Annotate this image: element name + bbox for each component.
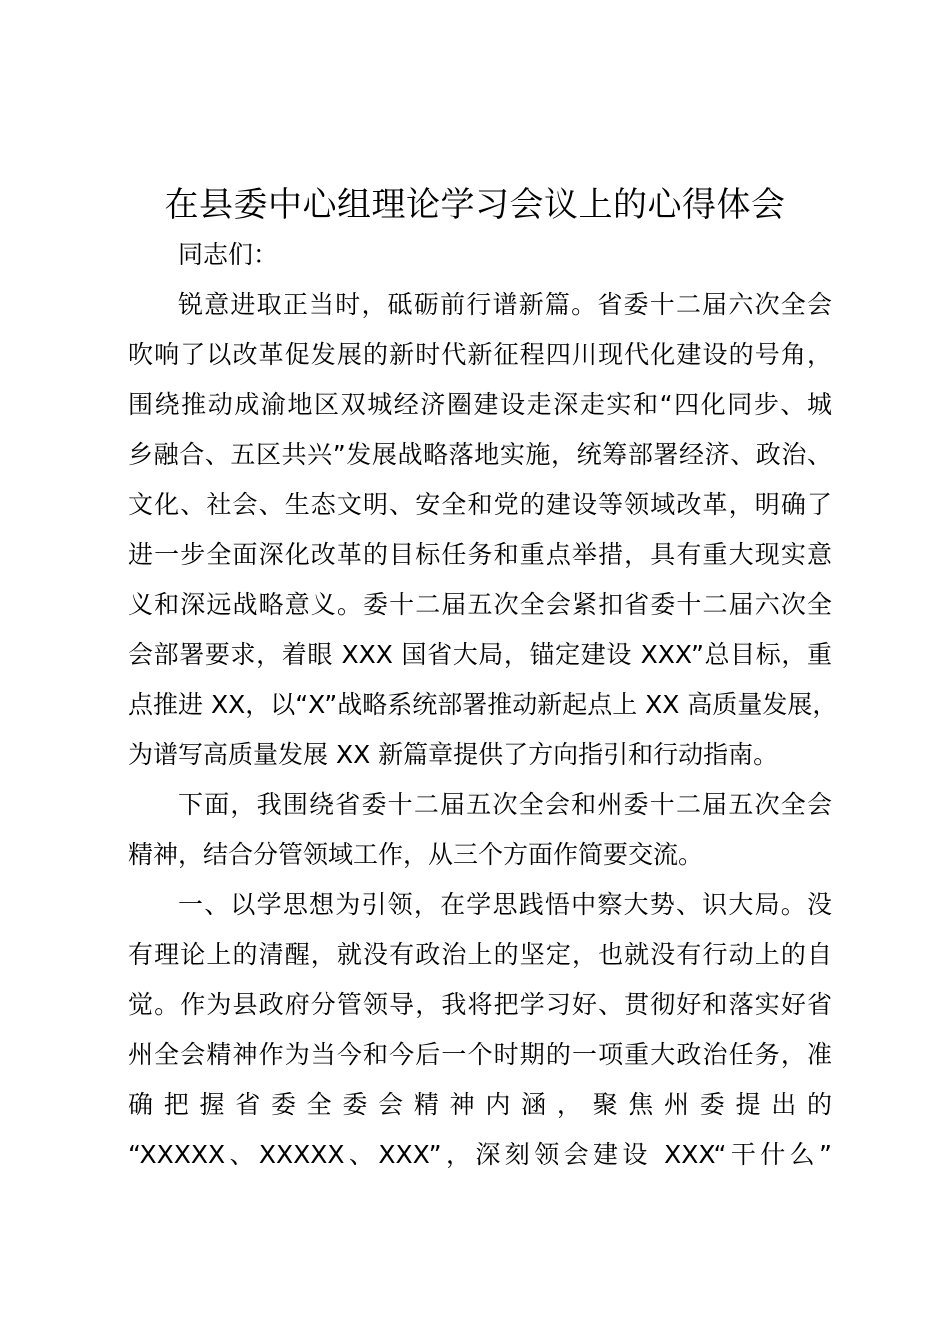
paragraph-line: 州全会精神作为当今和今后一个时期的一项重大政治任务，准: [128, 1040, 832, 1069]
paragraph-line: 锐意进取正当时，砥砺前行谱新篇。省委十二届六次全会: [178, 290, 832, 319]
paragraph-line: 为谱写高质量发展 XX 新篇章提供了方向指引和行动指南。: [128, 740, 779, 769]
paragraph-line: “XXXXX、XXXXX、XXX”，深刻领会建设 XXX“干什么”: [128, 1140, 832, 1169]
paragraph-line: 确把握省委全委会精神内涵，聚焦州委提出的: [128, 1090, 832, 1119]
paragraph-line: 有理论上的清醒，就没有政治上的坚定，也就没有行动上的自: [128, 940, 832, 969]
paragraph-line: 进一步全面深化改革的目标任务和重点举措，具有重大现实意: [128, 540, 832, 569]
paragraph-line: 文化、社会、生态文明、安全和党的建设等领域改革，明确了: [128, 490, 832, 519]
paragraph-line: 精神，结合分管领域工作，从三个方面作简要交流。: [128, 840, 704, 869]
paragraph-line: 会部署要求，着眼 XXX 国省大局，锚定建设 XXX”总目标，重: [128, 640, 832, 669]
document-title: 在县委中心组理论学习会议上的心得体会: [164, 185, 786, 225]
paragraph-line: 乡融合、五区共兴”发展战略落地实施，统筹部署经济、政治、: [128, 440, 832, 469]
paragraph-line: 围绕推动成渝地区双城经济圈建设走深走实和“四化同步、城: [128, 390, 832, 419]
paragraph-line: 吹响了以改革促发展的新时代新征程四川现代化建设的号角，: [128, 340, 832, 369]
salutation: 同志们：: [178, 240, 279, 269]
paragraph-line: 一、以学思想为引领，在学思践悟中察大势、识大局。没: [178, 890, 832, 919]
paragraph-line: 点推进 XX，以“X”战略系统部署推动新起点上 XX 高质量发展，: [128, 690, 838, 719]
paragraph-line: 觉。作为县政府分管领导，我将把学习好、贯彻好和落实好省: [128, 990, 832, 1019]
paragraph-line: 义和深远战略意义。委十二届五次全会紧扣省委十二届六次全: [128, 590, 832, 619]
paragraph-line: 下面，我围绕省委十二届五次全会和州委十二届五次全会: [178, 790, 832, 819]
